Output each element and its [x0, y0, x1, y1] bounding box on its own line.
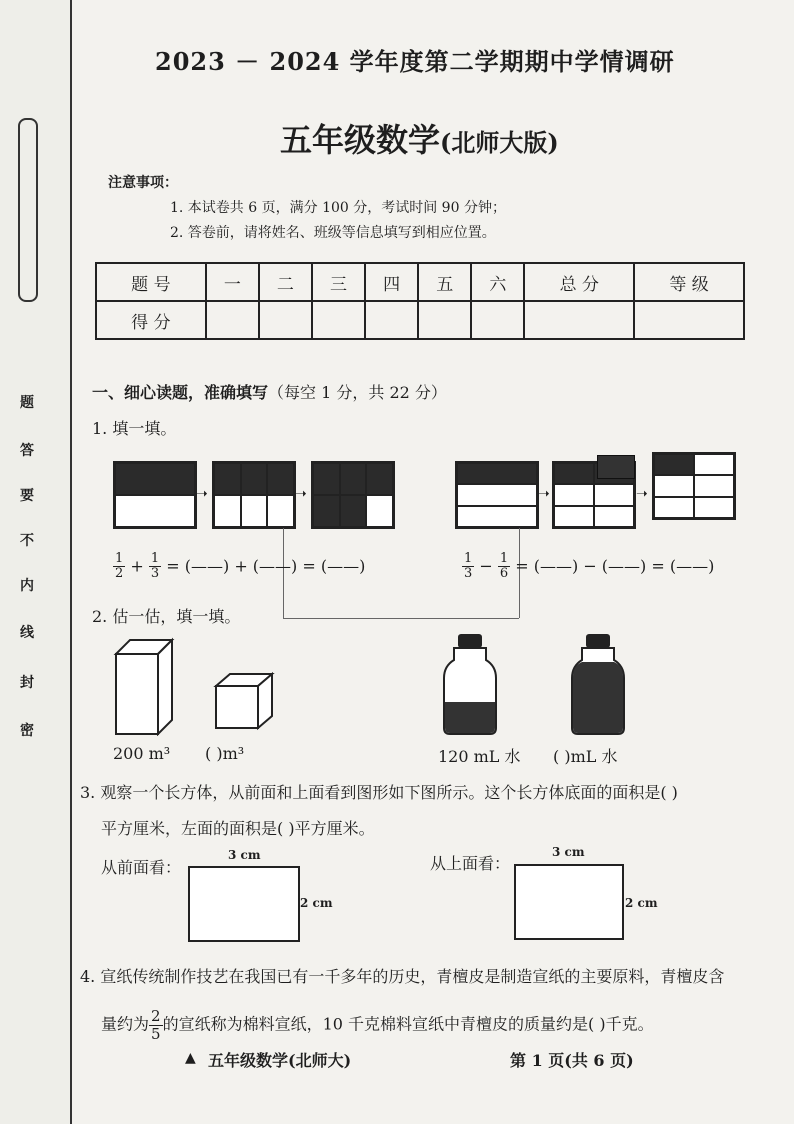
table-cell: 题 号: [96, 263, 206, 301]
table-cell: 一: [206, 263, 259, 301]
fraction: $\frac{1}{6}$: [499, 551, 509, 582]
bottle-small-fill-icon: [440, 632, 500, 736]
question-4-line1: 4. 宣纸传统制作技艺在我国已有一千多年的历史，青檀皮是制造宣纸的主要原料，青檀皮含: [80, 967, 725, 986]
bottle-volume-blank[interactable]: ( )mL 水: [553, 747, 618, 766]
front-height-label: 2 cm: [300, 896, 333, 910]
bottle-volume-label: 120 mL 水: [438, 747, 521, 766]
fraction: $\frac{2}{5}$: [151, 1007, 161, 1043]
margin-char: 封: [20, 675, 34, 691]
score-cell[interactable]: [418, 301, 471, 339]
top-view-label: 从上面看：: [430, 854, 511, 873]
section-points: （每空 1 分，共 22 分）: [268, 383, 447, 402]
binding-margin: [0, 0, 72, 1124]
table-cell: 总 分: [524, 263, 634, 301]
exam-title: 2023 － 2024 学年度第二学期期中学情调研: [155, 47, 675, 76]
equation-right: $\frac{1}{3}$ − $\frac{1}{6}$ = (——) − (——) = (——): [464, 551, 715, 582]
table-row: [96, 263, 744, 301]
small-cube-figure: [210, 670, 276, 732]
section-title: 一、细心读题，准确填写: [92, 383, 269, 402]
note-item: 2. 答卷前，请将姓名、班级等信息填写到相应位置。: [170, 225, 496, 241]
arrow-icon: ➝: [196, 486, 208, 502]
top-width-label: 3 cm: [552, 845, 585, 859]
bottle-full-icon: [568, 632, 628, 736]
sixths-diagram: [212, 461, 296, 529]
question-2-label: 2. 估一估，填一填。: [92, 607, 241, 626]
footer-page-number: 第 1 页(共 6 页): [510, 1051, 634, 1070]
large-cuboid-figure: [108, 636, 180, 736]
score-cell[interactable]: [634, 301, 744, 339]
margin-char: 要: [20, 488, 34, 504]
note-item: 1. 本试卷共 6 页，满分 100 分，考试时间 90 分钟；: [170, 200, 506, 216]
equation-left: $\frac{1}{2}$ + $\frac{1}{3}$ = (——) + (——) = (——): [115, 551, 366, 582]
front-view-rectangle: [188, 866, 300, 942]
top-height-label: 2 cm: [625, 896, 658, 910]
half-diagram: [113, 461, 197, 529]
table-cell: 得 分: [96, 301, 206, 339]
score-cell[interactable]: [365, 301, 418, 339]
answer-blanks[interactable]: = (——) − (——) = (——): [515, 556, 715, 576]
margin-char: 不: [20, 533, 34, 549]
subject-title: [280, 115, 559, 161]
thirds-diagram: [455, 461, 539, 529]
front-view-label: 从前面看：: [101, 858, 182, 877]
connector-line: [283, 618, 519, 619]
fraction: $\frac{1}{3}$: [464, 551, 473, 582]
fraction: $\frac{1}{3}$: [150, 551, 160, 582]
table-cell: 四: [365, 263, 418, 301]
section-heading: [92, 380, 447, 403]
score-cell[interactable]: [312, 301, 365, 339]
question-3-line2: 平方厘米，左面的面积是( )平方厘米。: [101, 819, 375, 838]
notes-heading: 注意事项：: [108, 175, 178, 191]
sum-diagram: [311, 461, 395, 529]
fraction: $\frac{1}{2}$: [115, 551, 124, 582]
name-box: [18, 118, 38, 302]
table-cell: 五: [418, 263, 471, 301]
score-cell[interactable]: [206, 301, 259, 339]
question-3-line1: 3. 观察一个长方体，从前面和上面看到图形如下图所示。这个长方体底面的面积是( ): [80, 783, 678, 802]
margin-char: 线: [20, 625, 34, 641]
table-cell: 二: [259, 263, 312, 301]
difference-diagram: [652, 452, 736, 520]
subject-name: 五年级数学: [280, 121, 441, 159]
edition-label: (北师大版): [440, 128, 559, 157]
score-table: [95, 262, 745, 340]
margin-char: 密: [20, 723, 34, 739]
arrow-icon: ➝: [636, 486, 648, 502]
table-row: [96, 301, 744, 339]
answer-blanks[interactable]: = (——) + (——) = (——): [166, 556, 366, 576]
cube-volume-blank[interactable]: ( )m³: [205, 744, 245, 763]
top-view-rectangle: [514, 864, 624, 940]
margin-char: 题: [20, 395, 34, 411]
table-cell: 三: [312, 263, 365, 301]
table-cell: 六: [471, 263, 524, 301]
arrow-icon: ➝: [538, 486, 550, 502]
table-cell: 等 级: [634, 263, 744, 301]
score-cell[interactable]: [524, 301, 634, 339]
score-cell[interactable]: [259, 301, 312, 339]
cuboid-volume-label: 200 m³: [113, 744, 171, 763]
warning-triangle-icon: ▲: [185, 1050, 196, 1066]
footer-subject: 五年级数学(北师大): [208, 1051, 352, 1070]
question-1-label: 1. 填一填。: [92, 419, 177, 438]
score-cell[interactable]: [471, 301, 524, 339]
margin-char: 答: [20, 443, 34, 459]
margin-char: 内: [20, 578, 34, 594]
front-width-label: 3 cm: [228, 848, 261, 862]
cut-piece: [597, 455, 635, 479]
question-4-line2: 量约为 $\frac{2}{5}$ 的宣纸称为棉料宣纸，10 千克棉料宣纸中青檀皮的质量约是( )千克。: [101, 1007, 654, 1043]
arrow-icon: ➝: [295, 486, 307, 502]
